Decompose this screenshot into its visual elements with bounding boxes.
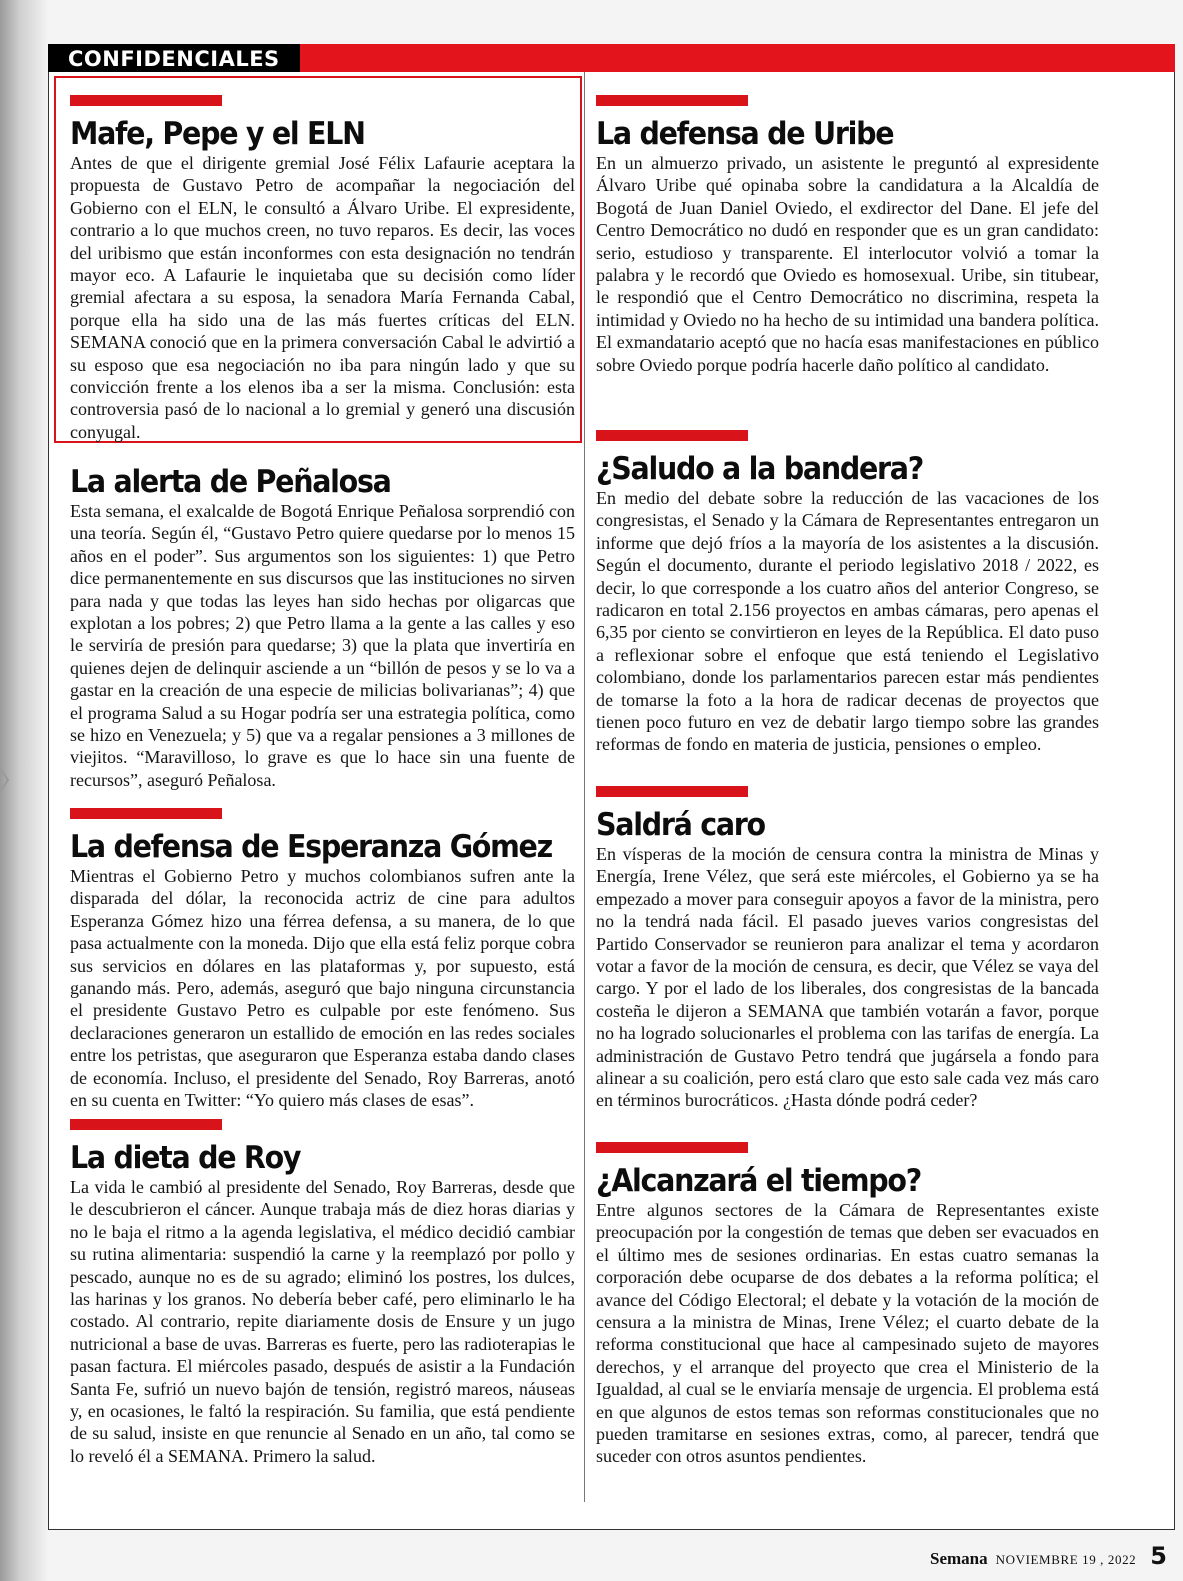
page-footer [930, 1542, 1167, 1570]
page-number: 5 [1150, 1542, 1167, 1570]
article-body: Entre algunos sectores de la Cámara de Representantes existe preocupación por la congestión de temas que deben ser evacuados en el último mes de sesiones ordinarias. En estas cuatro semanas la corporación debe ocuparse de dos debates a la reforma política; el avance del Código Electoral; el debate y la votación de la moción de censura a la ministra de Minas, Irene Vélez; el cuarto debate de la reforma constitucional que hace al campesinado sujeto de mayores derechos, y el arranque del proyecto que crea el Ministerio de la Igualdad, al cual se le enviaría mensaje de urgencia. El problema está en que algunos de estos temas son reformas constitucionales que no pueden tramitarse en sesiones extras, como, al parecer, tendrá que suceder con otros asuntos pendientes. [596, 1200, 1099, 1467]
article-alerta-penalosa [70, 465, 575, 791]
article-title: La alerta de Peñalosa [70, 464, 391, 500]
article-red-bar [70, 808, 222, 819]
article-body: Antes de que el dirigente gremial José Félix Lafaurie aceptara la propuesta de Gustavo Petro de acompañar la negociación del Gobierno con el ELN, le consultó a Álvaro Uribe. El expresidente, contrario a lo que muchos creen, no tuvo reparos. Es decir, las voces del uribismo que están inconformes con esta designación no tendrán mayor eco. A Lafaurie le inquietaba que su decisión como líder gremial afectara a su esposa, la senadora María Fernanda Cabal, porque ella ha sido una de las más fuertes críticas del ELN. SEMANA conoció que en la primera conversación Cabal le advirtió a su esposo que esa negociación no iba para ningún lado y que su convicción frente a los elenos iba a ser la misma. Conclusión: esta controversia pasó de lo nacional a lo gremial y generó una discusión conyugal. [70, 153, 575, 442]
article-body: Mientras el Gobierno Petro y muchos colombianos sufren ante la disparada del dólar, la reconocida actriz de cine para adultos Esperanza Gómez hizo una férrea defensa, a su manera, de lo que pasa actualmente con la moneda. Dijo que ella está feliz porque cobra sus servicios en dólares en las plataformas y, por supuesto, está ganando más. Pero, además, aseguró que bajo ninguna circunstancia el presidente Gustavo Petro es culpable por este fenómeno. Sus declaraciones generaron un estallido de emoción en las redes sociales entre los petristas, que aseguraron que Esperanza estaba dando clases de economía. Incluso, el presidente del Senado, Roy Barreras, anotó en su cuenta en Twitter: “Yo quiero más clases de esas”. [70, 866, 575, 1111]
magazine-brand: Semana [929, 1549, 988, 1568]
article-title: Saldrá caro [596, 807, 765, 843]
article-title: ¿Saludo a la bandera? [596, 451, 924, 487]
issue-date: NOVIEMBRE 19 , 2022 [995, 1552, 1137, 1567]
article-title: ¿Alcanzará el tiempo? [596, 1163, 921, 1199]
article-red-bar [596, 430, 748, 441]
article-alcanzara-tiempo [596, 1142, 1099, 1468]
article-title: La defensa de Esperanza Gómez [70, 829, 552, 865]
article-body: Esta semana, el exalcalde de Bogotá Enrique Peñalosa sorprendió con una teoría. Según él, “Gustavo Petro quiere quedarse por lo menos 15 años en el poder”. Sus argumentos son los siguientes: 1) que Petro dice permanentemente en sus discursos que las instituciones no sirven para nada y que todas las leyes han sido hechas por oligarcas que explotan a los pobres; 2) que Petro llama a la gente a las calles y eso le serviría de presión para quedarse; 3) que la plata que invertiría en quienes dejen de delinquir asciende a un “billón de pesos y se lo va a gastar en la creación de una especie de milicias bolivarianas”; 4) que el programa Salud a su Hogar podría ser una estrategia política, como se hizo en Venezuela; y 5) que va a regalar pensiones a 3 millones de viejitos. “Maravilloso, lo grave es que lo hace sin una fuente de recursos”, aseguró Peñalosa. [70, 501, 575, 790]
article-body: En un almuerzo privado, un asistente le preguntó al expresidente Álvaro Uribe qué opinaba sobre la candidatura a la Alcaldía de Bogotá de Juan Daniel Oviedo, el exdirector del Dane. El jefe del Centro Democrático no dudó en responder que es un gran candidato: serio, estudioso y transparente. El interlocutor volvió a tomar la palabra y le recordó que Oviedo es homosexual. Uribe, sin titubear, le respondió que el Centro Democrático no discrimina, respeta la intimidad y Oviedo no ha hecho de su intimidad una bandera política. El exmandatario aceptó que no hacía esas manifestaciones en público sobre Oviedo porque podría hacerle daño político al candidato. [596, 153, 1099, 375]
article-saludo-bandera [596, 430, 1099, 756]
article-title: La dieta de Roy [70, 1140, 301, 1176]
article-title: Mafe, Pepe y el ELN [70, 116, 365, 152]
article-body: En medio del debate sobre la reducción de las vacaciones de los congresistas, el Senado y la Cámara de Representantes entregaron un informe que dejó fríos a la mayoría de los asistentes a la discusión. Según el documento, durante el periodo legislativo 2018 / 2022, es decir, lo que corresponde a los cuatro años del anterior Congreso, se radicaron en total 2.156 proyectos en ambas cámaras, pero apenas el 6,35 por ciento se convirtieron en leyes de la República. El dato puso a reflexionar sobre el enfoque que está teniendo el Legislativo colombiano, donde los parlamentarios parecen estar más pendientes de tomarse la foto a la hora de radicar decenas de proyectos que tienen poco futuro en vez de debatir largo tiempo sobre las grandes reformas de fondo en materia de justicia, pensiones o empleo. [596, 488, 1099, 755]
article-title: La defensa de Uribe [596, 116, 894, 152]
article-red-bar [70, 1119, 222, 1130]
article-red-bar [70, 95, 222, 106]
article-dieta-roy [70, 1119, 575, 1467]
article-saldra-caro [596, 786, 1099, 1112]
article-defensa-uribe [596, 95, 1099, 376]
article-mafe-pepe [70, 95, 575, 443]
article-red-bar [596, 786, 748, 797]
article-red-bar [596, 95, 748, 106]
column-divider [584, 72, 585, 1502]
article-red-bar [596, 1142, 748, 1153]
magazine-page [48, 44, 1175, 1570]
article-body: En vísperas de la moción de censura contra la ministra de Minas y Energía, Irene Vélez, que será este miércoles, el Gobierno ya se ha empezado a mover para conseguir apoyos a favor de la ministra, pero no la tendrá nada fácil. El pasado jueves varios congresistas del Partido Conservador se reunieron para analizar el tema y acordaron votar a favor de la moción de censura, es decir, que Vélez se vaya del cargo. Y por el lado de los liberales, dos congresistas de la bancada costeña le dijeron a SEMANA que también votarán a favor, porque no ha logrado solucionarles el problema con las tarifas de energía. La administración de Gustavo Petro tendrá que jugársela a fondo para alinear a su coalición, pero está claro que esto sale cada vez más caro en términos burocráticos. ¿Hasta dónde podrá ceder? [596, 844, 1099, 1111]
page-edge-icon [0, 762, 10, 802]
article-esperanza-gomez [70, 808, 575, 1111]
section-label: CONFIDENCIALES [48, 44, 300, 72]
article-body: La vida le cambió al presidente del Senado, Roy Barreras, desde que le descubrieron el cáncer. Aunque trabaja más de diez horas diarias y no le baja el ritmo a la agenda legislativa, el médico decidió cambiar su rutina alimentaria: suspendió la carne y la reemplazó por pollo y pescado, aunque no es de su agrado; eliminó los postres, los dulces, las harinas y los granos. No debería beber café, pero eliminarlo le ha costado. Al contrario, repite diariamente dosis de Ensure y un jugo nutricional a base de uvas. Barreras es fuerte, pero las radioterapias le pasan factura. El miércoles pasado, después de asistir a la Fundación Santa Fe, sufrió un nuevo bajón de tensión, registró mareos, náuseas y, en ocasiones, le faltó la respiración. Su familia, que está pendiente de su salud, insiste en que renuncie al Senado en un año, tal como se lo reveló él a SEMANA. Primero la salud. [70, 1177, 575, 1466]
